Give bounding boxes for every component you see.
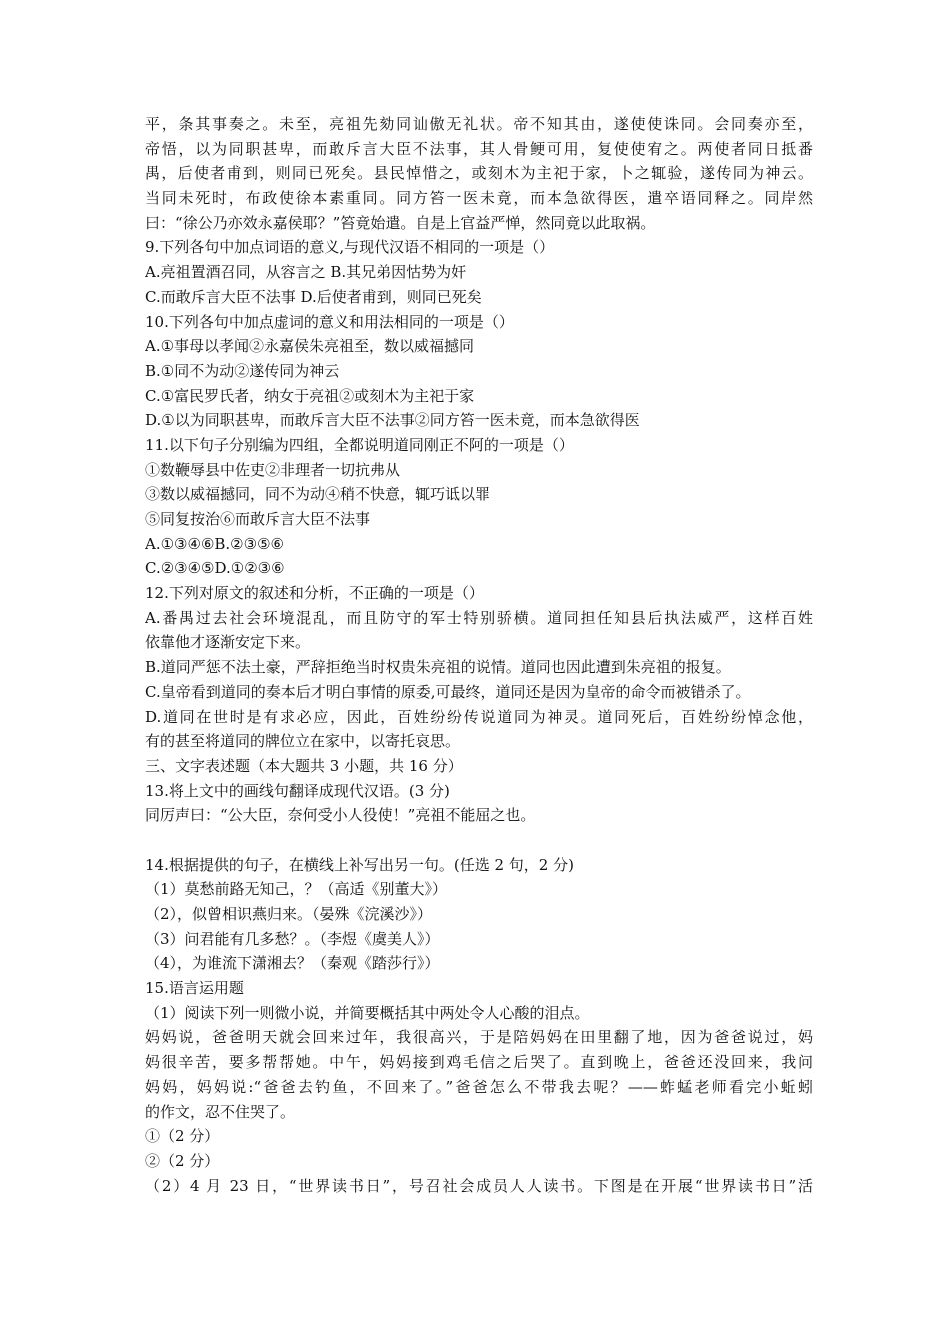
text-line: A.番禺过去社会环境混乱，而且防守的军士特别骄横。道同担任知县后执法威严，这样百姓 [145,608,813,627]
text-line: 三、文字表述题（本大题共 3 小题，共 16 分） [145,756,463,775]
text-line: 妈妈说，爸爸明天就会回来过年，我很高兴，于是陪妈妈在田里翻了地，因为爸爸说过，妈 [145,1028,813,1047]
text-line: C.①富民罗氏者，纳女于亮祖②或刻木为主祀于家 [145,386,475,405]
text-line: C.②③④⑤D.①②③⑥ [145,559,285,578]
text-line: ⑤同复按治⑥而敢斥言大臣不法事 [145,510,371,528]
text-line: 依靠他才逐渐安定下来。 [145,633,311,652]
text-line: 14.根据提供的句子，在横线上补写出另一句。(任选 2 句，2 分) [145,855,574,874]
text-line: （2），似曾相识燕归来。（晏殊《浣溪沙》） [145,905,433,923]
text-line: 同厉声曰：“公大臣，奈何受小人役使！”亮祖不能屈之也。 [145,806,536,825]
text-line: （1）阅读下列一则微小说，并简要概括其中两处令人心酸的泪点。 [145,1003,590,1022]
text-line: 妈很辛苦，要多帮帮她。中午，妈妈接到鸡毛信之后哭了。直到晚上，爸爸还没回来，我问 [145,1053,813,1072]
text-line: 平，条其事奏之。未至，亮祖先劾同讪傲无礼状。帝不知其由，遂使使诛同。会同奏亦至， [145,115,813,133]
text-line: A.①③④⑥B.②③⑤⑥ [145,534,284,553]
text-line: 9.下列各句中加点词语的意义,与现代汉语不相同的一项是（） [145,238,555,257]
text-line: 当同未死时，布政使徐本素重同。同方笞一医未竟，而本急欲得医，遣卒语同释之。同岸然 [145,189,813,208]
text-line: （3）问君能有几多愁？。（李煜《虞美人》） [145,929,440,948]
text-line: D.①以为同职甚卑，而敢斥言大臣不法事②同方笞一医未竟，而本急欲得医 [145,411,640,430]
text-line: 有的甚至将道同的牌位立在家中，以寄托哀思。 [145,732,461,751]
text-line: 禺，后使者甫到，则同已死矣。县民悼惜之，或刻木为主祀于家，卜之辄验，遂传同为神云。 [145,164,813,183]
text-line: 10.下列各句中加点虚词的意义和用法相同的一项是（） [145,312,514,331]
text-line: 帝悟，以为同职甚卑，而敢斥言大臣不法事，其人骨鲠可用，复使使宥之。两使者同日抵番 [145,139,813,158]
text-line: A.亮祖置酒召同，从容言之 B.其兄弟因怙势为奸 [145,263,467,282]
text-line: （1）莫愁前路无知己，？（高适《别董大》） [145,880,448,899]
text-line: 的作文，忍不住哭了。 [145,1102,296,1121]
text-line: （4），为谁流下潇湘去？（秦观《踏莎行》） [145,954,440,973]
text-line: C.而敢斥言大臣不法事 D.后使者甫到，则同已死矣 [145,287,482,306]
text-line: B.道同严惩不法土豪，严辞拒绝当时权贵朱亮祖的说情。道同也因此遭到朱亮祖的报复。 [145,658,731,677]
text-line: 妈妈，妈妈说:“爸爸去钓鱼，不回来了。”爸爸怎么不带我去呢？——蚱蜢老师看完小蚯蚓 [145,1077,813,1096]
text-line: ①数鞭辱县中佐吏②非理者一切抗弗从 [145,460,401,479]
text-line: D.道同在世时是有求必应，因此，百姓纷纷传说道同为神灵。道同死后，百姓纷纷悼念他， [145,707,813,726]
text-line: 曰：“徐公乃亦效永嘉侯耶？”笞竟始遣。自是上官益严惮，然同竟以此取祸。 [145,213,656,232]
text-line: ③数以威福撼同，同不为动④稍不快意，辄巧诋以罪 [145,485,491,504]
text-line: 11.以下句子分别编为四组，全都说明道同刚正不阿的一项是（） [145,435,574,454]
text-line: ①（2 分） [145,1127,220,1146]
text-line: 13.将上文中的画线句翻译成现代汉语。(3 分) [145,781,450,800]
document-page [145,112,813,1198]
text-line: C.皇帝看到道同的奏本后才明白事情的原委,可最终，道同还是因为皇帝的命令而被错杀了。 [145,682,751,701]
text-line: （2）4 月 23 日，“世界读书日”，号召社会成员人人读书。下图是在开展“世界读书日”活 [145,1176,813,1195]
text-line: ②（2 分） [145,1151,220,1170]
text-line: 12.下列对原文的叙述和分析，不正确的一项是（） [145,584,484,603]
text-line: B.①同不为动②遂传同为神云 [145,361,340,380]
blank-line [145,828,813,853]
text-line: A.①事母以孝闻②永嘉侯朱亮祖至，数以威福撼同 [145,337,475,356]
text-line: 15.语言运用题 [145,979,244,998]
